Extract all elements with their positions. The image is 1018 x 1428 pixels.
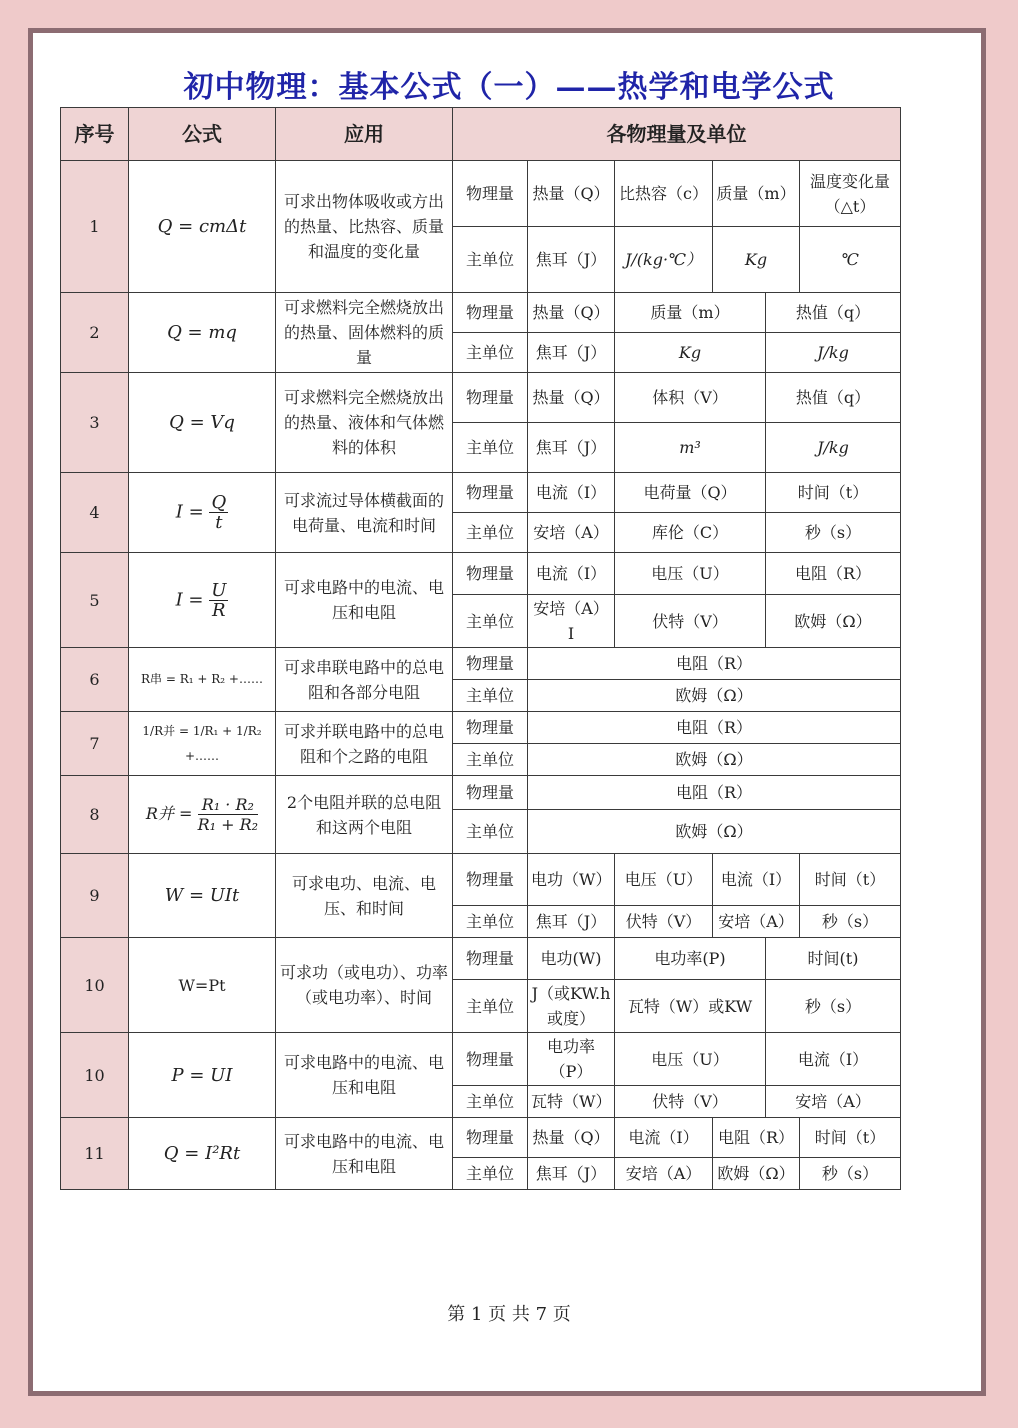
unit: ℃ [800,227,901,293]
table-row [61,776,901,810]
application: 可求燃料完全燃烧放出的热量、固体燃料的质量 [276,293,453,373]
unit-label: 主单位 [453,980,528,1033]
table-row [61,473,901,513]
row-number: 1 [61,161,129,293]
denominator: R [212,599,226,621]
page-title: 初中物理：基本公式（一）——热学和电学公式 [183,70,835,105]
row-number: 6 [61,648,129,712]
unit: J/(kg·℃） [615,227,713,293]
formula: Q = cmΔt [129,161,276,293]
unit-label: 主单位 [453,810,528,854]
quantity: 电流（I） [528,473,615,513]
unit: 秒（s） [800,1158,901,1190]
quantity: 时间（t） [800,1118,901,1158]
unit-label: 主单位 [453,1158,528,1190]
numerator: U [211,579,227,601]
quantity: 电阻（R） [528,776,901,810]
header-formula: 公式 [129,108,276,161]
unit-label: 主单位 [453,595,528,648]
quantity-label: 物理量 [453,776,528,810]
header-row [61,108,901,161]
row-number: 8 [61,776,129,854]
application: 可求电功、电流、电压、和时间 [276,854,453,938]
unit: 伏特（V） [615,1086,766,1118]
unit: 欧姆（Ω） [528,810,901,854]
quantity: 时间(t) [766,938,901,980]
quantity: 电流（I） [528,553,615,595]
unit: 欧姆（Ω） [528,680,901,712]
table-row [61,648,901,680]
table-row [61,1118,901,1158]
table-row [61,1033,901,1086]
unit: 安培（A） [713,906,800,938]
row-number: 9 [61,854,129,938]
quantity: 温度变化量（△t） [800,161,901,227]
denominator: t [215,512,223,533]
quantity: 电压（U） [615,1033,766,1086]
formula: P = UI [129,1033,276,1118]
formula-table [60,107,901,1190]
header-quantities: 各物理量及单位 [453,108,901,161]
quantity: 质量（m） [615,293,766,333]
numerator: Q [211,492,227,513]
unit: 秒（s） [766,513,901,553]
unit: m³ [615,423,766,473]
row-number: 10 [61,938,129,1033]
row-number: 4 [61,473,129,553]
unit: 伏特（V） [615,595,766,648]
unit: 安培（A）I [528,595,615,648]
row-number: 2 [61,293,129,373]
page-number: 第 1 页 共 7 页 [447,1304,571,1325]
unit: J/kg [766,333,901,373]
unit: J/kg [766,423,901,473]
quantity: 电压（U） [615,854,713,906]
unit-label: 主单位 [453,227,528,293]
quantity: 热量（Q） [528,161,615,227]
numerator: R₁ · R₂ [198,795,259,815]
application: 可求出物体吸收或方出的热量、比热容、质量和温度的变化量 [276,161,453,293]
formula: Q = Vq [129,373,276,473]
quantity-label: 物理量 [453,1118,528,1158]
quantity: 电流（I） [615,1118,713,1158]
table-row [61,161,901,227]
unit: 欧姆（Ω） [713,1158,800,1190]
quantity: 电功率(P) [615,938,766,980]
quantity-label: 物理量 [453,473,528,513]
unit: 焦耳（J） [528,906,615,938]
formula: Q = I²Rt [129,1118,276,1190]
quantity: 电阻（R） [713,1118,800,1158]
formula: Q = mq [129,293,276,373]
quantity-label: 物理量 [453,161,528,227]
quantity: 热量（Q） [528,293,615,333]
quantity: 电流（I） [713,854,800,906]
quantity-label: 物理量 [453,648,528,680]
row-number: 7 [61,712,129,776]
formula-fraction [209,581,228,620]
quantity: 热值（q） [766,293,901,333]
unit: J（或KW.h或度） [528,980,615,1033]
denominator: R₁ + R₂ [197,815,259,834]
quantity: 体积（V） [615,373,766,423]
quantity: 电阻（R） [766,553,901,595]
unit: Kg [615,333,766,373]
formula-lhs: R并 = [145,804,193,823]
row-number: 11 [61,1118,129,1190]
unit: 安培（A） [615,1158,713,1190]
unit: 秒（s） [800,906,901,938]
table-row [61,553,901,595]
application: 可求功（或电功）、功率（或电功率）、时间 [276,938,453,1033]
quantity-label: 物理量 [453,373,528,423]
formula-fraction [209,493,228,532]
quantity: 电功率（P） [528,1033,615,1086]
table-row [61,293,901,333]
quantity: 时间（t） [800,854,901,906]
unit: 焦耳（J） [528,333,615,373]
quantity: 电流（I） [766,1033,901,1086]
application: 可求电路中的电流、电压和电阻 [276,553,453,648]
quantity: 电压（U） [615,553,766,595]
quantity: 电功(W) [528,938,615,980]
quantity: 电功（W） [528,854,615,906]
row-number: 10 [61,1033,129,1118]
unit: 欧姆（Ω） [766,595,901,648]
unit-label: 主单位 [453,513,528,553]
quantity-label: 物理量 [453,938,528,980]
unit-label: 主单位 [453,906,528,938]
formula: W=Pt [129,938,276,1033]
quantity-label: 物理量 [453,1033,528,1086]
table-row [61,712,901,744]
formula [129,473,276,553]
unit: Kg [713,227,800,293]
unit: 安培（A） [528,513,615,553]
quantity-label: 物理量 [453,854,528,906]
unit: 伏特（V） [615,906,713,938]
quantity: 热量（Q） [528,373,615,423]
quantity: 电荷量（Q） [615,473,766,513]
application: 可求并联电路中的总电阻和个之路的电阻 [276,712,453,776]
unit: 焦耳（J） [528,423,615,473]
formula-fraction [198,795,259,834]
header-num: 序号 [61,108,129,161]
header-application: 应用 [276,108,453,161]
unit: 瓦特（W）或KW [615,980,766,1033]
unit: 安培（A） [766,1086,901,1118]
formula: R串 = R₁ + R₂ +…… [129,648,276,712]
quantity: 电阻（R） [528,712,901,744]
quantity: 热量（Q） [528,1118,615,1158]
formula-lhs: I = [175,589,204,610]
quantity: 热值（q） [766,373,901,423]
unit: 瓦特（W） [528,1086,615,1118]
quantity: 时间（t） [766,473,901,513]
quantity-label: 物理量 [453,553,528,595]
unit: 库伦（C） [615,513,766,553]
row-number: 3 [61,373,129,473]
unit: 秒（s） [766,980,901,1033]
unit-label: 主单位 [453,680,528,712]
application: 可求燃料完全燃烧放出的热量、液体和气体燃料的体积 [276,373,453,473]
formula-lhs: I = [175,501,204,523]
quantity: 比热容（c） [615,161,713,227]
formula [129,776,276,854]
unit-label: 主单位 [453,333,528,373]
application: 可求串联电路中的总电阻和各部分电阻 [276,648,453,712]
quantity-label: 物理量 [453,712,528,744]
application: 可求电路中的电流、电压和电阻 [276,1118,453,1190]
application: 可求电路中的电流、电压和电阻 [276,1033,453,1118]
table-row [61,938,901,980]
unit-label: 主单位 [453,744,528,776]
unit-label: 主单位 [453,1086,528,1118]
application: 可求流过导体横截面的电荷量、电流和时间 [276,473,453,553]
unit: 焦耳（J） [528,1158,615,1190]
formula [129,553,276,648]
row-number: 5 [61,553,129,648]
quantity-label: 物理量 [453,293,528,333]
unit: 欧姆（Ω） [528,744,901,776]
formula: 1/R并 = 1/R₁ + 1/R₂ +…… [129,712,276,776]
formula: W = UIt [129,854,276,938]
application: 2个电阻并联的总电阻和这两个电阻 [276,776,453,854]
unit-label: 主单位 [453,423,528,473]
table-row [61,854,901,906]
quantity: 电阻（R） [528,648,901,680]
table-row [61,373,901,423]
quantity: 质量（m） [713,161,800,227]
unit: 焦耳（J） [528,227,615,293]
